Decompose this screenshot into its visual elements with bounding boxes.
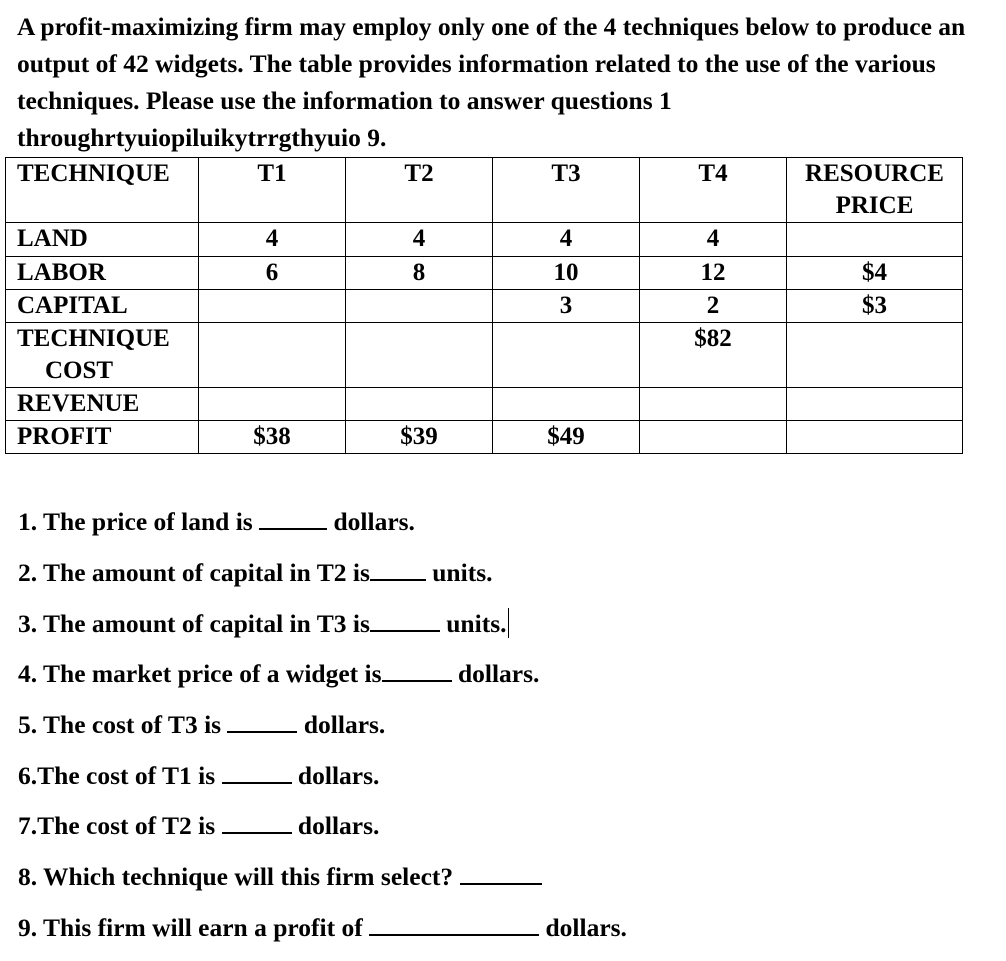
answer-blank-3[interactable]: [370, 608, 440, 632]
table-row-capital: [6, 290, 963, 323]
question-2: [18, 557, 493, 589]
cell-capital-price: $3: [787, 290, 963, 323]
question-4-suffix: dollars.: [451, 659, 540, 688]
table-row-revenue: [6, 388, 963, 421]
cell-profit-t1: $38: [199, 421, 346, 454]
answer-blank-9[interactable]: [369, 912, 539, 936]
cell-revenue-t2: [346, 388, 493, 421]
cell-labor-t4: 12: [640, 257, 787, 290]
row-label-technique-cost-line1: TECHNIQUE: [17, 325, 170, 352]
cell-labor-t1: 6: [199, 257, 346, 290]
cell-labor-t2: 8: [346, 257, 493, 290]
header-resource-price: RESOURCE PRICE: [787, 158, 963, 223]
question-6-suffix: dollars.: [291, 761, 380, 790]
cell-capital-t1: [199, 290, 346, 323]
cell-revenue-t4: [640, 388, 787, 421]
question-9: [18, 912, 627, 944]
question-7-suffix: dollars.: [291, 811, 380, 840]
header-t1: T1: [199, 158, 346, 223]
question-6-text: 6.The cost of T1 is: [18, 761, 222, 790]
cell-revenue-t3: [493, 388, 640, 421]
question-1-suffix: dollars.: [327, 507, 415, 536]
question-7-text: 7.The cost of T2 is: [18, 811, 222, 840]
cell-land-price: [787, 223, 963, 257]
cell-cost-t4: $82: [640, 323, 787, 388]
header-t4: T4: [640, 158, 787, 223]
question-5: [18, 709, 385, 741]
row-label-profit: PROFIT: [6, 421, 199, 454]
question-1-text: 1. The price of land is: [18, 507, 260, 536]
answer-blank-5[interactable]: [227, 709, 297, 733]
answer-blank-4[interactable]: [382, 658, 452, 682]
cell-labor-price: $4: [787, 257, 963, 290]
answer-blank-1[interactable]: [259, 506, 327, 530]
table-row-profit: [6, 421, 963, 454]
question-3-text: 3. The amount of capital in T3 is: [18, 609, 370, 638]
cell-capital-t2: [346, 290, 493, 323]
table-row-land: [6, 223, 963, 257]
text-cursor: [508, 608, 509, 638]
technique-table: [5, 157, 963, 454]
intro-paragraph: A profit-maximizing firm may employ only one of the 4 techniques below to produce an output of 42 widgets. The table provides information related to the use of the various techniques. Please use the information to answer questions 1 throughrtyuiopiluikytrrgthyuio 9.: [17, 12, 966, 152]
cell-capital-t4: 2: [640, 290, 787, 323]
cell-capital-t3: 3: [493, 290, 640, 323]
answer-blank-7[interactable]: [222, 810, 292, 834]
answer-blank-6[interactable]: [222, 760, 292, 784]
cell-land-t3: 4: [493, 223, 640, 257]
cell-profit-t3: $49: [493, 421, 640, 454]
table-header-row: [6, 158, 963, 223]
cell-land-t4: 4: [640, 223, 787, 257]
header-t3: T3: [493, 158, 640, 223]
cell-cost-t2: [346, 323, 493, 388]
cell-revenue-price: [787, 388, 963, 421]
cell-cost-t1: [199, 323, 346, 388]
cell-profit-price: [787, 421, 963, 454]
table-row-labor: [6, 257, 963, 290]
question-1: [18, 506, 415, 538]
answer-blank-8[interactable]: [460, 861, 542, 885]
row-label-technique-cost: [6, 323, 199, 388]
row-label-technique-cost-line2: COST: [45, 357, 114, 384]
cell-profit-t4: [640, 421, 787, 454]
question-4: [18, 658, 539, 690]
table-row-technique-cost: [6, 323, 963, 388]
question-7: [18, 810, 379, 842]
question-3: [18, 608, 509, 640]
question-2-text: 2. The amount of capital in T2 is: [18, 558, 370, 587]
question-5-suffix: dollars.: [297, 710, 386, 739]
cell-labor-t3: 10: [493, 257, 640, 290]
cell-profit-t2: $39: [346, 421, 493, 454]
cell-cost-price: [787, 323, 963, 388]
question-4-text: 4. The market price of a widget is: [18, 659, 382, 688]
cell-cost-t3: [493, 323, 640, 388]
question-9-suffix: dollars.: [539, 913, 627, 942]
question-5-text: 5. The cost of T3 is: [18, 710, 228, 739]
question-8-text: 8. Which technique will this firm select?: [18, 862, 460, 891]
header-technique: TECHNIQUE: [6, 158, 199, 223]
answer-blank-2[interactable]: [370, 557, 426, 581]
question-3-suffix: units.: [439, 609, 507, 638]
header-t2: T2: [346, 158, 493, 223]
question-8: [18, 861, 542, 893]
cell-revenue-t1: [199, 388, 346, 421]
question-9-text: 9. This firm will earn a profit of: [18, 913, 370, 942]
row-label-labor: LABOR: [6, 257, 199, 290]
cell-land-t2: 4: [346, 223, 493, 257]
question-2-suffix: units.: [425, 558, 493, 587]
cell-land-t1: 4: [199, 223, 346, 257]
question-6: [18, 760, 379, 792]
row-label-revenue: REVENUE: [6, 388, 199, 421]
row-label-capital: CAPITAL: [6, 290, 199, 323]
row-label-land: LAND: [6, 223, 199, 257]
